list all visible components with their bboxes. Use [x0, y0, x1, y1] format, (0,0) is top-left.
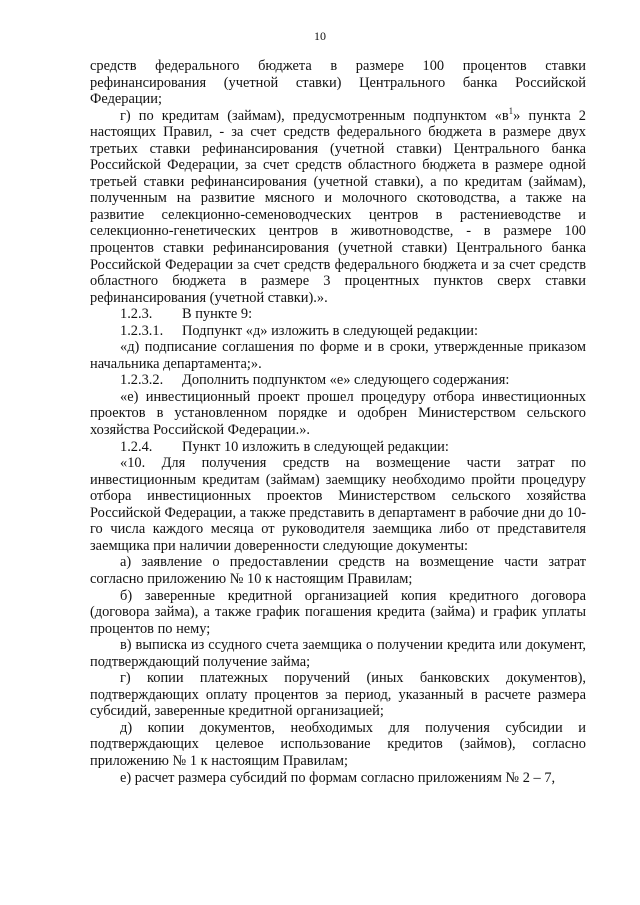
clause-number: 1.2.3.2.	[120, 372, 164, 389]
clause-number: 1.2.4.	[120, 438, 153, 455]
clause-number: 1.2.3.	[120, 306, 153, 323]
clause-1-2-3-1: 1.2.3.1. Подпункт «д» изложить в следующей редакции:	[120, 322, 478, 339]
document-body	[90, 58, 586, 786]
clause-1-2-4: 1.2.4. Пункт 10 изложить в следующей редакции:	[120, 438, 449, 455]
paragraph-continuation: средств федерального бюджета в размере 100 процентов ставки рефинансирования (учетной ставки) Центрального банка Российской Федерации;	[90, 58, 586, 108]
paragraph-e-quote: «е) инвестиционный проект прошел процедуру отбора инвестиционных проектов в установленном порядке и одобрен Министерством сельского хозяйства Российской Федерации.».	[90, 388, 586, 439]
list-item-e: е) расчет размера субсидий по формам согласно приложениям № 2 – 7,	[120, 769, 556, 786]
list-item-g: г) копии платежных поручений (иных банковских документов), подтверждающих оплату процентов за период, указанный в расчете размера субсидий, заверенные кредитной организацией;	[90, 670, 586, 720]
list-item-a: а) заявление о предоставлении средств на возмещение части затрат согласно приложению № 10 к настоящим Правилам;	[90, 554, 586, 587]
paragraph-d-quote: «д) подписание соглашения по форме и в сроки, утвержденные приказом начальника департамента;».	[90, 339, 586, 372]
paragraph-10-quote: «10. Для получения средств на возмещение части затрат по инвестиционным кредитам (займам) заемщику необходимо пройти процедуру отбора инвестиционных проектов Министерством сельского хозяйства Российской Федерации, а также представить в департамент в рабочие дни до 10-го числа каждого месяца от руководителя заемщика либо от представителя заемщика при наличии доверенности следующие документы:	[90, 455, 586, 554]
superscript: 1	[508, 105, 514, 116]
clause-1-2-3-2: 1.2.3.2. Дополнить подпунктом «е» следующего содержания:	[120, 372, 510, 389]
clause-1-2-3: 1.2.3. В пункте 9:	[120, 306, 253, 323]
clause-number: 1.2.3.1.	[120, 322, 164, 339]
list-item-b: б) заверенные кредитной организацией копия кредитного договора (договора займа), а также график погашения кредита (займа) и график уплаты процентов по нему;	[90, 587, 586, 637]
list-item-d: д) копии документов, необходимых для получения субсидии и подтверждающих целевое использование кредитов (займов), согласно приложению № 1 к настоящим Правилам;	[90, 719, 586, 769]
list-item-v: в) выписка из ссудного счета заемщика о получении кредита или документ, подтверждающий получение займа;	[90, 637, 586, 670]
page-number: 10	[314, 29, 326, 43]
paragraph-g: г) по кредитам (займам), предусмотренным подпунктом «$в^1$» пункта 2 настоящих Правил, - за счет средств федерального бюджета в размере двух третьих ставки рефинансирования (учетной ставки) Центрального банка Российской Федерации, за счет средств областного бюджета в размере одной третьей ставки рефинансирования (учетной ставки), а по кредитам (займам), полученным на развитие мясного и молочного скотоводства, а также на развитие селекционно-семеноводческих центров в растениеводстве и селекционно-генетических центров в животноводстве, - в размере 100 процентов ставки рефинансирования (учетной ставки) Центрального банка Российской Федерации за счет средств федерального бюджета и за счет средств областного бюджета в размере 3 процентных пунктов сверх ставки рефинансирования (учетной ставки).».	[90, 105, 586, 306]
